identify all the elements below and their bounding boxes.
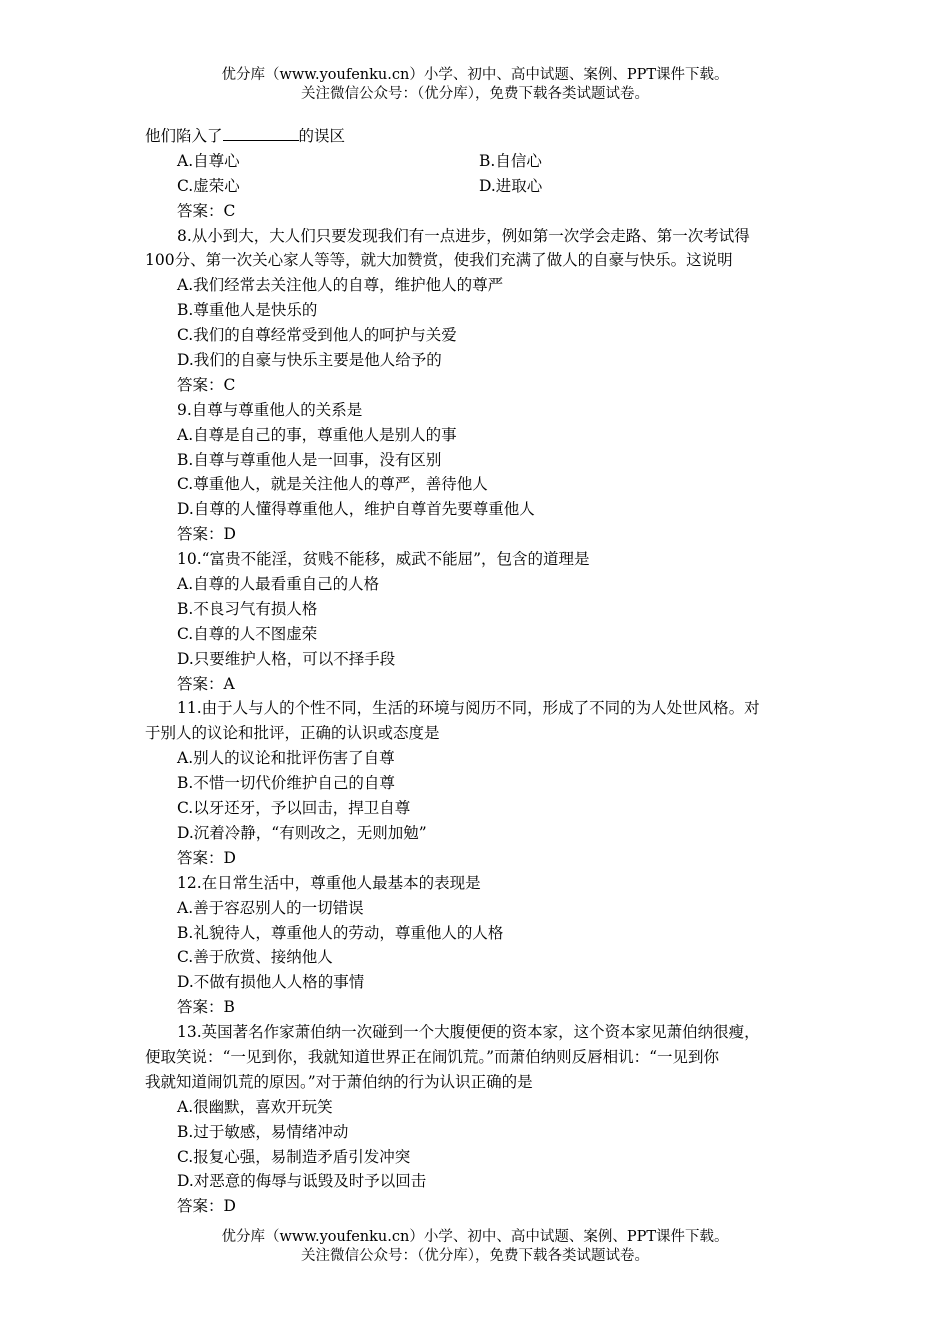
q10-answer: 答案：A [177, 674, 235, 693]
q9-answer: 答案：D [177, 525, 236, 544]
q7-stem-after: 的误区 [298, 127, 346, 145]
header-line-1: 优分库（www.youfenku.cn）小学、初中、高中试题、案例、PPT课件下载。 [221, 67, 729, 83]
q8-option-d: D.我们的自豪与快乐主要是他人给予的 [177, 351, 442, 370]
q10-option-d: D.只要维护人格，可以不择手段 [177, 649, 396, 668]
page-footer [0, 1228, 950, 1266]
q10-option-c: C.自尊的人不图虚荣 [177, 624, 318, 643]
q7-stem [145, 124, 810, 149]
q13-stem-line-2: 便取笑说：“一见到你，我就知道世界正在闹饥荒。”而萧伯纳则反唇相讥：“一见到你 [145, 1047, 720, 1066]
header-line-2: 关注微信公众号：（优分库），免费下载各类试题试卷。 [301, 86, 649, 102]
q12-option-d: D.不做有损他人人格的事情 [177, 973, 365, 992]
q11-stem-line-2: 于别人的议论和批评，正确的认识或态度是 [145, 724, 440, 743]
q9-stem: 9.自尊与尊重他人的关系是 [177, 400, 363, 419]
q8-answer: 答案：C [177, 375, 236, 394]
q9-option-a: A.自尊是自己的事，尊重他人是别人的事 [177, 425, 457, 444]
footer-line-1: 优分库（www.youfenku.cn）小学、初中、高中试题、案例、PPT课件下载。 [221, 1229, 729, 1245]
q9-option-c: C.尊重他人，就是关注他人的尊严，善待他人 [177, 475, 488, 494]
q9-option-d: D.自尊的人懂得尊重他人，维护自尊首先要尊重他人 [177, 500, 535, 519]
q8-stem-line-1: 8.从小到大，大人们只要发现我们有一点进步，例如第一次学会走路、第一次考试得 [177, 226, 750, 245]
q11-option-c: C.以牙还牙，予以回击，捍卫自尊 [177, 799, 411, 818]
q10-stem: 10.“富贵不能淫，贫贱不能移，威武不能屈”，包含的道理是 [177, 550, 590, 569]
fill-blank [223, 124, 299, 141]
q13-option-d: D.对恶意的侮辱与诋毁及时予以回击 [177, 1172, 427, 1191]
q12-option-a: A.善于容忍别人的一切错误 [177, 898, 364, 917]
q11-stem-line-1: 11.由于人与人的个性不同，生活的环境与阅历不同，形成了不同的为人处世风格。对 [177, 699, 760, 718]
q11-option-d: D.沉着冷静，“有则改之，无则加勉” [177, 823, 427, 842]
q7-answer: 答案：C [177, 201, 236, 220]
footer-line-2: 关注微信公众号：（优分库），免费下载各类试题试卷。 [301, 1248, 649, 1264]
q11-answer: 答案：D [177, 848, 236, 867]
q12-stem: 12.在日常生活中，尊重他人最基本的表现是 [177, 873, 481, 892]
q7-option-d: D.进取心 [479, 176, 543, 195]
q13-option-c: C.报复心强，易制造矛盾引发冲突 [177, 1147, 411, 1166]
q13-stem-line-1: 13.英国著名作家萧伯纳一次碰到一个大腹便便的资本家，这个资本家见萧伯纳很瘦， [177, 1023, 760, 1042]
q9-option-b: B.自尊与尊重他人是一回事，没有区别 [177, 450, 442, 469]
page-header [0, 66, 950, 104]
q8-option-a: A.我们经常去关注他人的自尊，维护他人的尊严 [177, 276, 504, 295]
q13-answer: 答案：D [177, 1197, 236, 1216]
q7-option-b: B.自信心 [479, 151, 542, 170]
q12-answer: 答案：B [177, 998, 235, 1017]
q7-option-a: A.自尊心 [177, 151, 240, 170]
q7-stem-before: 他们陷入了 [145, 127, 223, 145]
q13-option-b: B.过于敏感，易情绪冲动 [177, 1122, 349, 1141]
q10-option-b: B.不良习气有损人格 [177, 599, 318, 618]
q11-option-a: A.别人的议论和批评伤害了自尊 [177, 749, 395, 768]
q13-stem-line-3: 我就知道闹饥荒的原因。”对于萧伯纳的行为认识正确的是 [145, 1072, 533, 1091]
question-content [145, 124, 810, 1219]
q10-option-a: A.自尊的人最看重自己的人格 [177, 575, 380, 594]
q7-options-row-2 [145, 174, 810, 199]
q12-option-b: B.礼貌待人，尊重他人的劳动，尊重他人的人格 [177, 923, 504, 942]
q7-option-c: C.虚荣心 [177, 176, 240, 195]
q7-options-row-1 [145, 149, 810, 174]
q12-option-c: C.善于欣赏、接纳他人 [177, 948, 333, 967]
q8-option-c: C.我们的自尊经常受到他人的呵护与关爱 [177, 326, 457, 345]
q8-stem-line-2: 100分、第一次关心家人等等，就大加赞赏，使我们充满了做人的自豪与快乐。这说明 [145, 251, 733, 270]
q11-option-b: B.不惜一切代价维护自己的自尊 [177, 774, 395, 793]
q8-option-b: B.尊重他人是快乐的 [177, 301, 318, 320]
q13-option-a: A.很幽默，喜欢开玩笑 [177, 1097, 333, 1116]
